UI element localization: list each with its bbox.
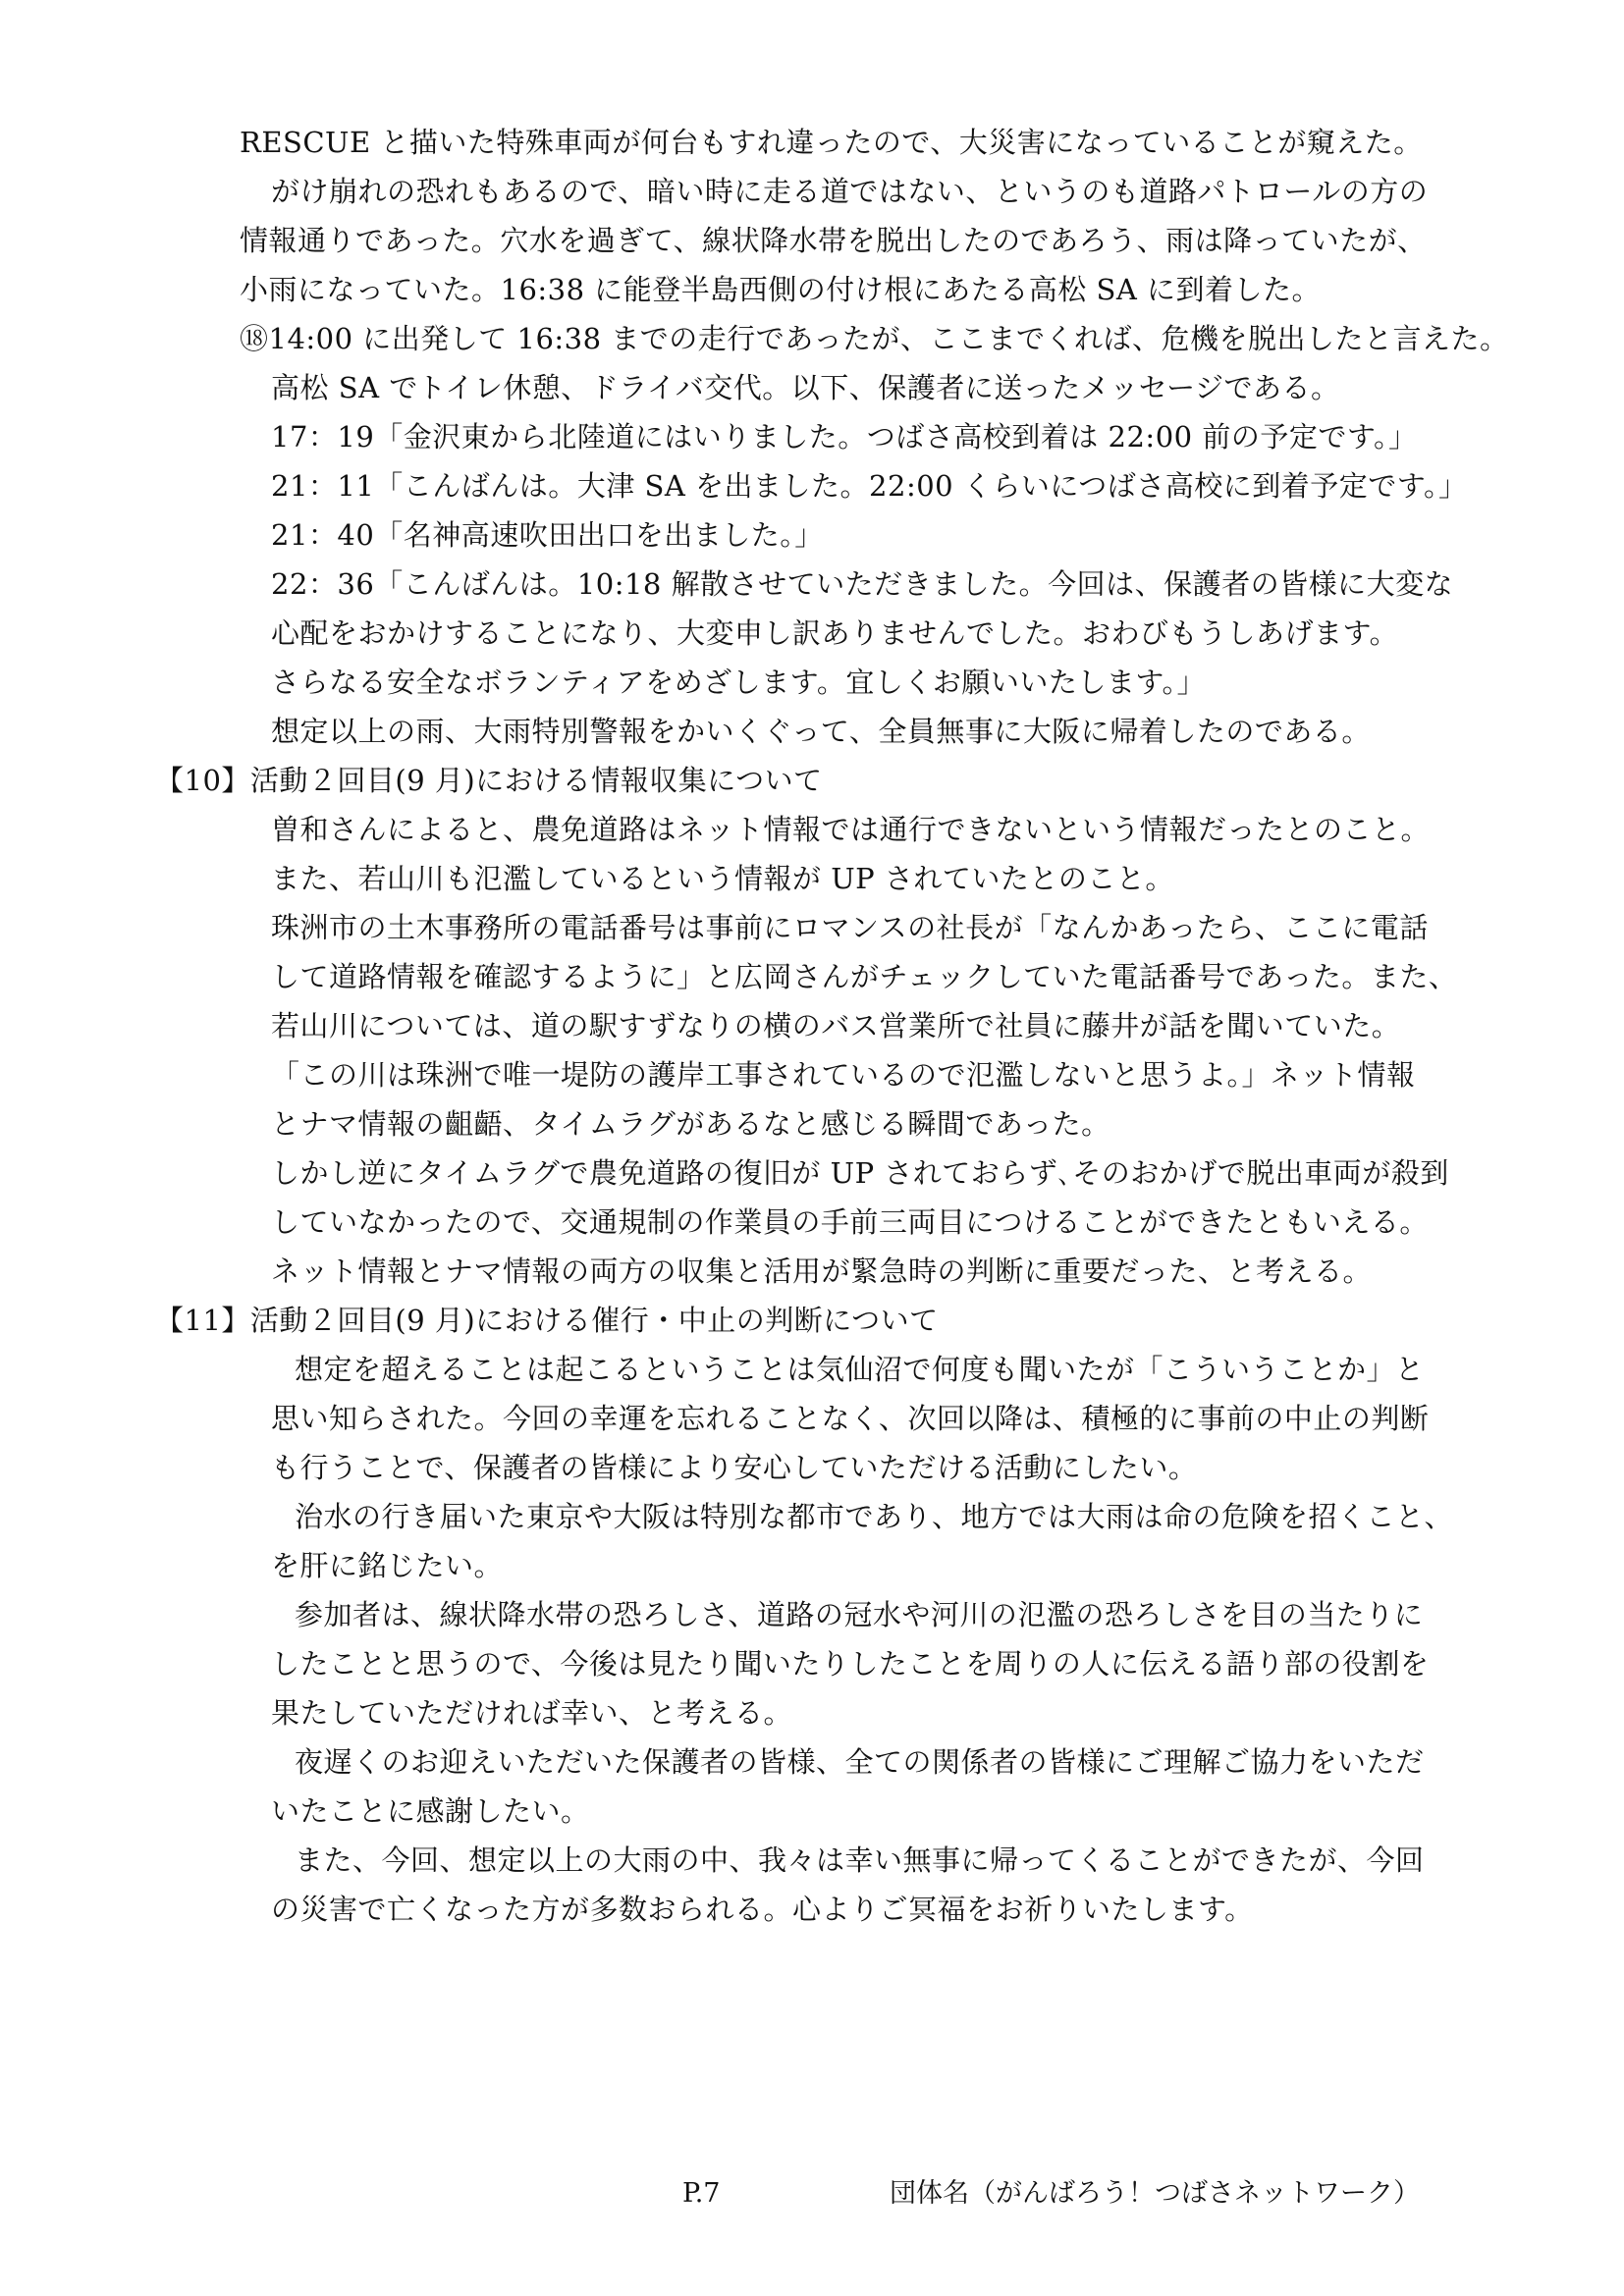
body-line: いたことに感謝したい。	[271, 1794, 590, 1828]
organization-name: 団体名（がんばろう！つばさネットワーク）	[890, 2178, 1420, 2209]
body-line: 若山川については、道の駅すずなりの横のバス営業所で社員に藤井が話を聞いていた。	[271, 1009, 1401, 1042]
body-line: 治水の行き届いた東京や大阪は特別な都市であり、地方では大雨は命の危険を招くこと、	[295, 1500, 1454, 1533]
body-line: 21：40「名神高速吹田出口を出ました。」	[271, 518, 824, 552]
body-line: 果たしていただければ幸い、と考える。	[271, 1696, 793, 1730]
body-line: 思い知らされた。今回の幸運を忘れることなく、次回以降は、積極的に事前の中止の判断	[271, 1402, 1430, 1435]
body-line: 小雨になっていた。16:38 に能登半島西側の付け根にあたる高松 SA に到着した。	[240, 273, 1322, 306]
body-line: しかし逆にタイムラグで農免道路の復旧が UP されておらず､そのおかげで脱出車両が殺到	[271, 1156, 1449, 1190]
body-line: したことと思うので、今後は見たり聞いたりしたことを周りの人に伝える語り部の役割を	[271, 1647, 1430, 1681]
section-heading-10: 【10】活動２回目(9 月)における情報収集について	[155, 764, 823, 797]
body-line: 参加者は、線状降水帯の恐ろしさ、道路の冠水や河川の氾濫の恐ろしさを目の当たりに	[295, 1598, 1424, 1631]
body-line: 21：11「こんばんは。大津 SA を出ました。22:00 くらいにつばさ高校に到着予定です。」	[271, 469, 1468, 503]
body-line: を肝に銘じたい。	[271, 1549, 504, 1582]
body-line: がけ崩れの恐れもあるので、暗い時に走る道ではない、というのも道路パトロールの方の	[271, 175, 1429, 208]
body-line: 珠洲市の土木事務所の電話番号は事前にロマンスの社長が「なんかあったら、ここに電話	[271, 911, 1429, 944]
page-number: P.7	[682, 2178, 721, 2209]
body-line: して道路情報を確認するように」と広岡さんがチェックしていた電話番号であった。また、	[271, 960, 1458, 993]
body-line: 22：36「こんばんは。10:18 解散させていただきました。今回は、保護者の皆様に大変な	[271, 567, 1454, 601]
body-line: RESCUE と描いた特殊車両が何台もすれ違ったので、大災害になっていることが窺えた。	[240, 126, 1423, 159]
body-line: とナマ情報の齟齬、タイムラグがあるなと感じる瞬間であった。	[271, 1107, 1110, 1141]
body-line: していなかったので、交通規制の作業員の手前三両目につけることができたともいえる。	[271, 1205, 1429, 1239]
section-heading-11: 【11】活動２回目(9 月)における催行・中止の判断について	[155, 1304, 939, 1337]
body-line: も行うことで、保護者の皆様により安心していただける活動にしたい。	[271, 1451, 1198, 1484]
body-line: 夜遅くのお迎えいただいた保護者の皆様、全ての関係者の皆様にご理解ご協力をいただ	[295, 1745, 1425, 1779]
body-line: ネット情報とナマ情報の両方の収集と活用が緊急時の判断に重要だった、と考える。	[271, 1255, 1373, 1288]
body-line: 想定を超えることは起こるということは気仙沼で何度も聞いたが「こういうことか」と	[295, 1353, 1425, 1386]
body-line: の災害で亡くなった方が多数おられる。心よりご冥福をお祈りいたします。	[271, 1893, 1254, 1926]
body-line: 想定以上の雨、大雨特別警報をかいくぐって、全員無事に大阪に帰着したのである。	[271, 715, 1371, 748]
body-line: 情報通りであった。穴水を過ぎて、線状降水帯を脱出したのであろう、雨は降っていたが、	[240, 224, 1427, 257]
body-line: 曽和さんによると、農免道路はネット情報では通行できないという情報だったとのこと。	[271, 813, 1431, 846]
body-line: また、若山川も氾濫しているという情報が UP されていたとのこと。	[271, 862, 1174, 895]
body-line: また、今回、想定以上の大雨の中、我々は幸い無事に帰ってくることができたが、今回	[295, 1843, 1425, 1877]
body-line: 17：19「金沢東から北陸道にはいりました。つばさ高校到着は 22:00 前の予定です。」	[271, 420, 1418, 454]
body-line: ⑱14:00 に出発して 16:38 までの走行であったが、ここまでくれば、危機を脱出したと言えた。	[240, 322, 1509, 355]
body-line: 高松 SA でトイレ休憩、ドライバ交代。以下、保護者に送ったメッセージである。	[271, 371, 1340, 404]
body-line: さらなる安全なボランティアをめざします。宜しくお願いいたします。」	[271, 666, 1207, 699]
body-line: 心配をおかけすることになり、大変申し訳ありませんでした。おわびもうしあげます。	[271, 616, 1399, 650]
body-line: 「この川は珠洲で唯一堤防の護岸工事されているので氾濫しないと思うよ。」ネット情報	[271, 1058, 1416, 1092]
